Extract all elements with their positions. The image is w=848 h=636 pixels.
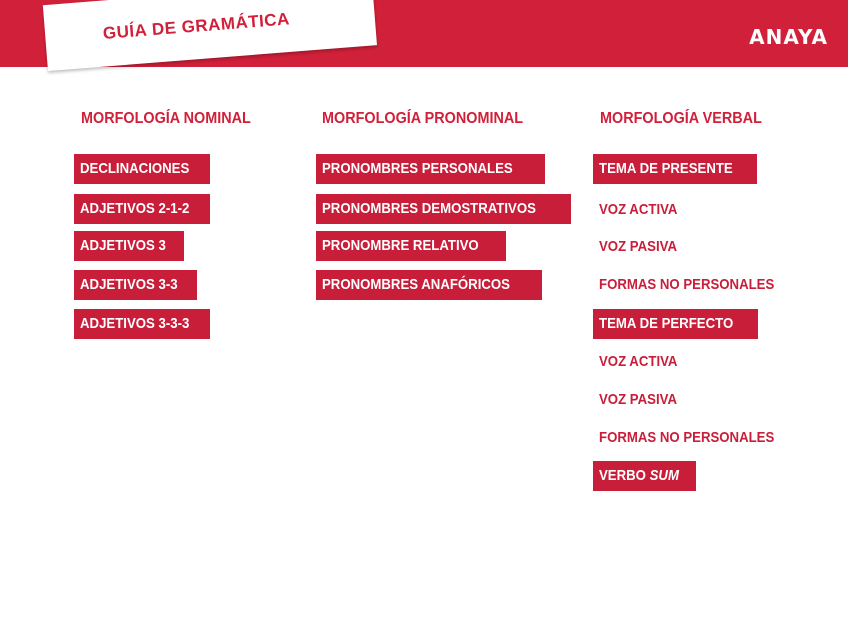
link-presente-formas-no-personales[interactable]: FORMAS NO PERSONALES: [599, 276, 775, 293]
anaya-logo: ANAYA: [749, 25, 828, 49]
link-pronombres-demostrativos[interactable]: PRONOMBRES DEMOSTRATIVOS: [316, 194, 571, 224]
link-adjetivos-3-3[interactable]: ADJETIVOS 3-3: [74, 270, 197, 300]
heading-morfologia-verbal: MORFOLOGÍA VERBAL: [600, 110, 762, 127]
link-pronombres-personales[interactable]: PRONOMBRES PERSONALES: [316, 154, 545, 184]
link-presente-voz-pasiva[interactable]: VOZ PASIVA: [599, 238, 677, 255]
link-presente-voz-activa[interactable]: VOZ ACTIVA: [599, 201, 678, 218]
verbo-label: VERBO: [599, 467, 650, 484]
heading-morfologia-nominal: MORFOLOGÍA NOMINAL: [81, 110, 251, 127]
link-tema-de-presente[interactable]: TEMA DE PRESENTE: [593, 154, 757, 184]
link-verbo-sum[interactable]: [593, 461, 696, 491]
link-perfecto-voz-pasiva[interactable]: VOZ PASIVA: [599, 391, 677, 408]
link-adjetivos-2-1-2[interactable]: ADJETIVOS 2-1-2: [74, 194, 210, 224]
link-pronombre-relativo[interactable]: PRONOMBRE RELATIVO: [316, 231, 506, 261]
link-adjetivos-3[interactable]: ADJETIVOS 3: [74, 231, 184, 261]
heading-morfologia-pronominal: MORFOLOGÍA PRONOMINAL: [322, 110, 524, 127]
link-declinaciones[interactable]: DECLINACIONES: [74, 154, 210, 184]
link-perfecto-formas-no-personales[interactable]: FORMAS NO PERSONALES: [599, 429, 775, 446]
link-tema-de-perfecto[interactable]: TEMA DE PERFECTO: [593, 309, 758, 339]
link-pronombres-anaforicos[interactable]: PRONOMBRES ANAFÓRICOS: [316, 270, 542, 300]
page-title: GUÍA DE GRAMÁTICA: [102, 9, 291, 43]
link-perfecto-voz-activa[interactable]: VOZ ACTIVA: [599, 353, 678, 370]
sum-label: SUM: [649, 467, 679, 484]
link-adjetivos-3-3-3[interactable]: ADJETIVOS 3-3-3: [74, 309, 210, 339]
